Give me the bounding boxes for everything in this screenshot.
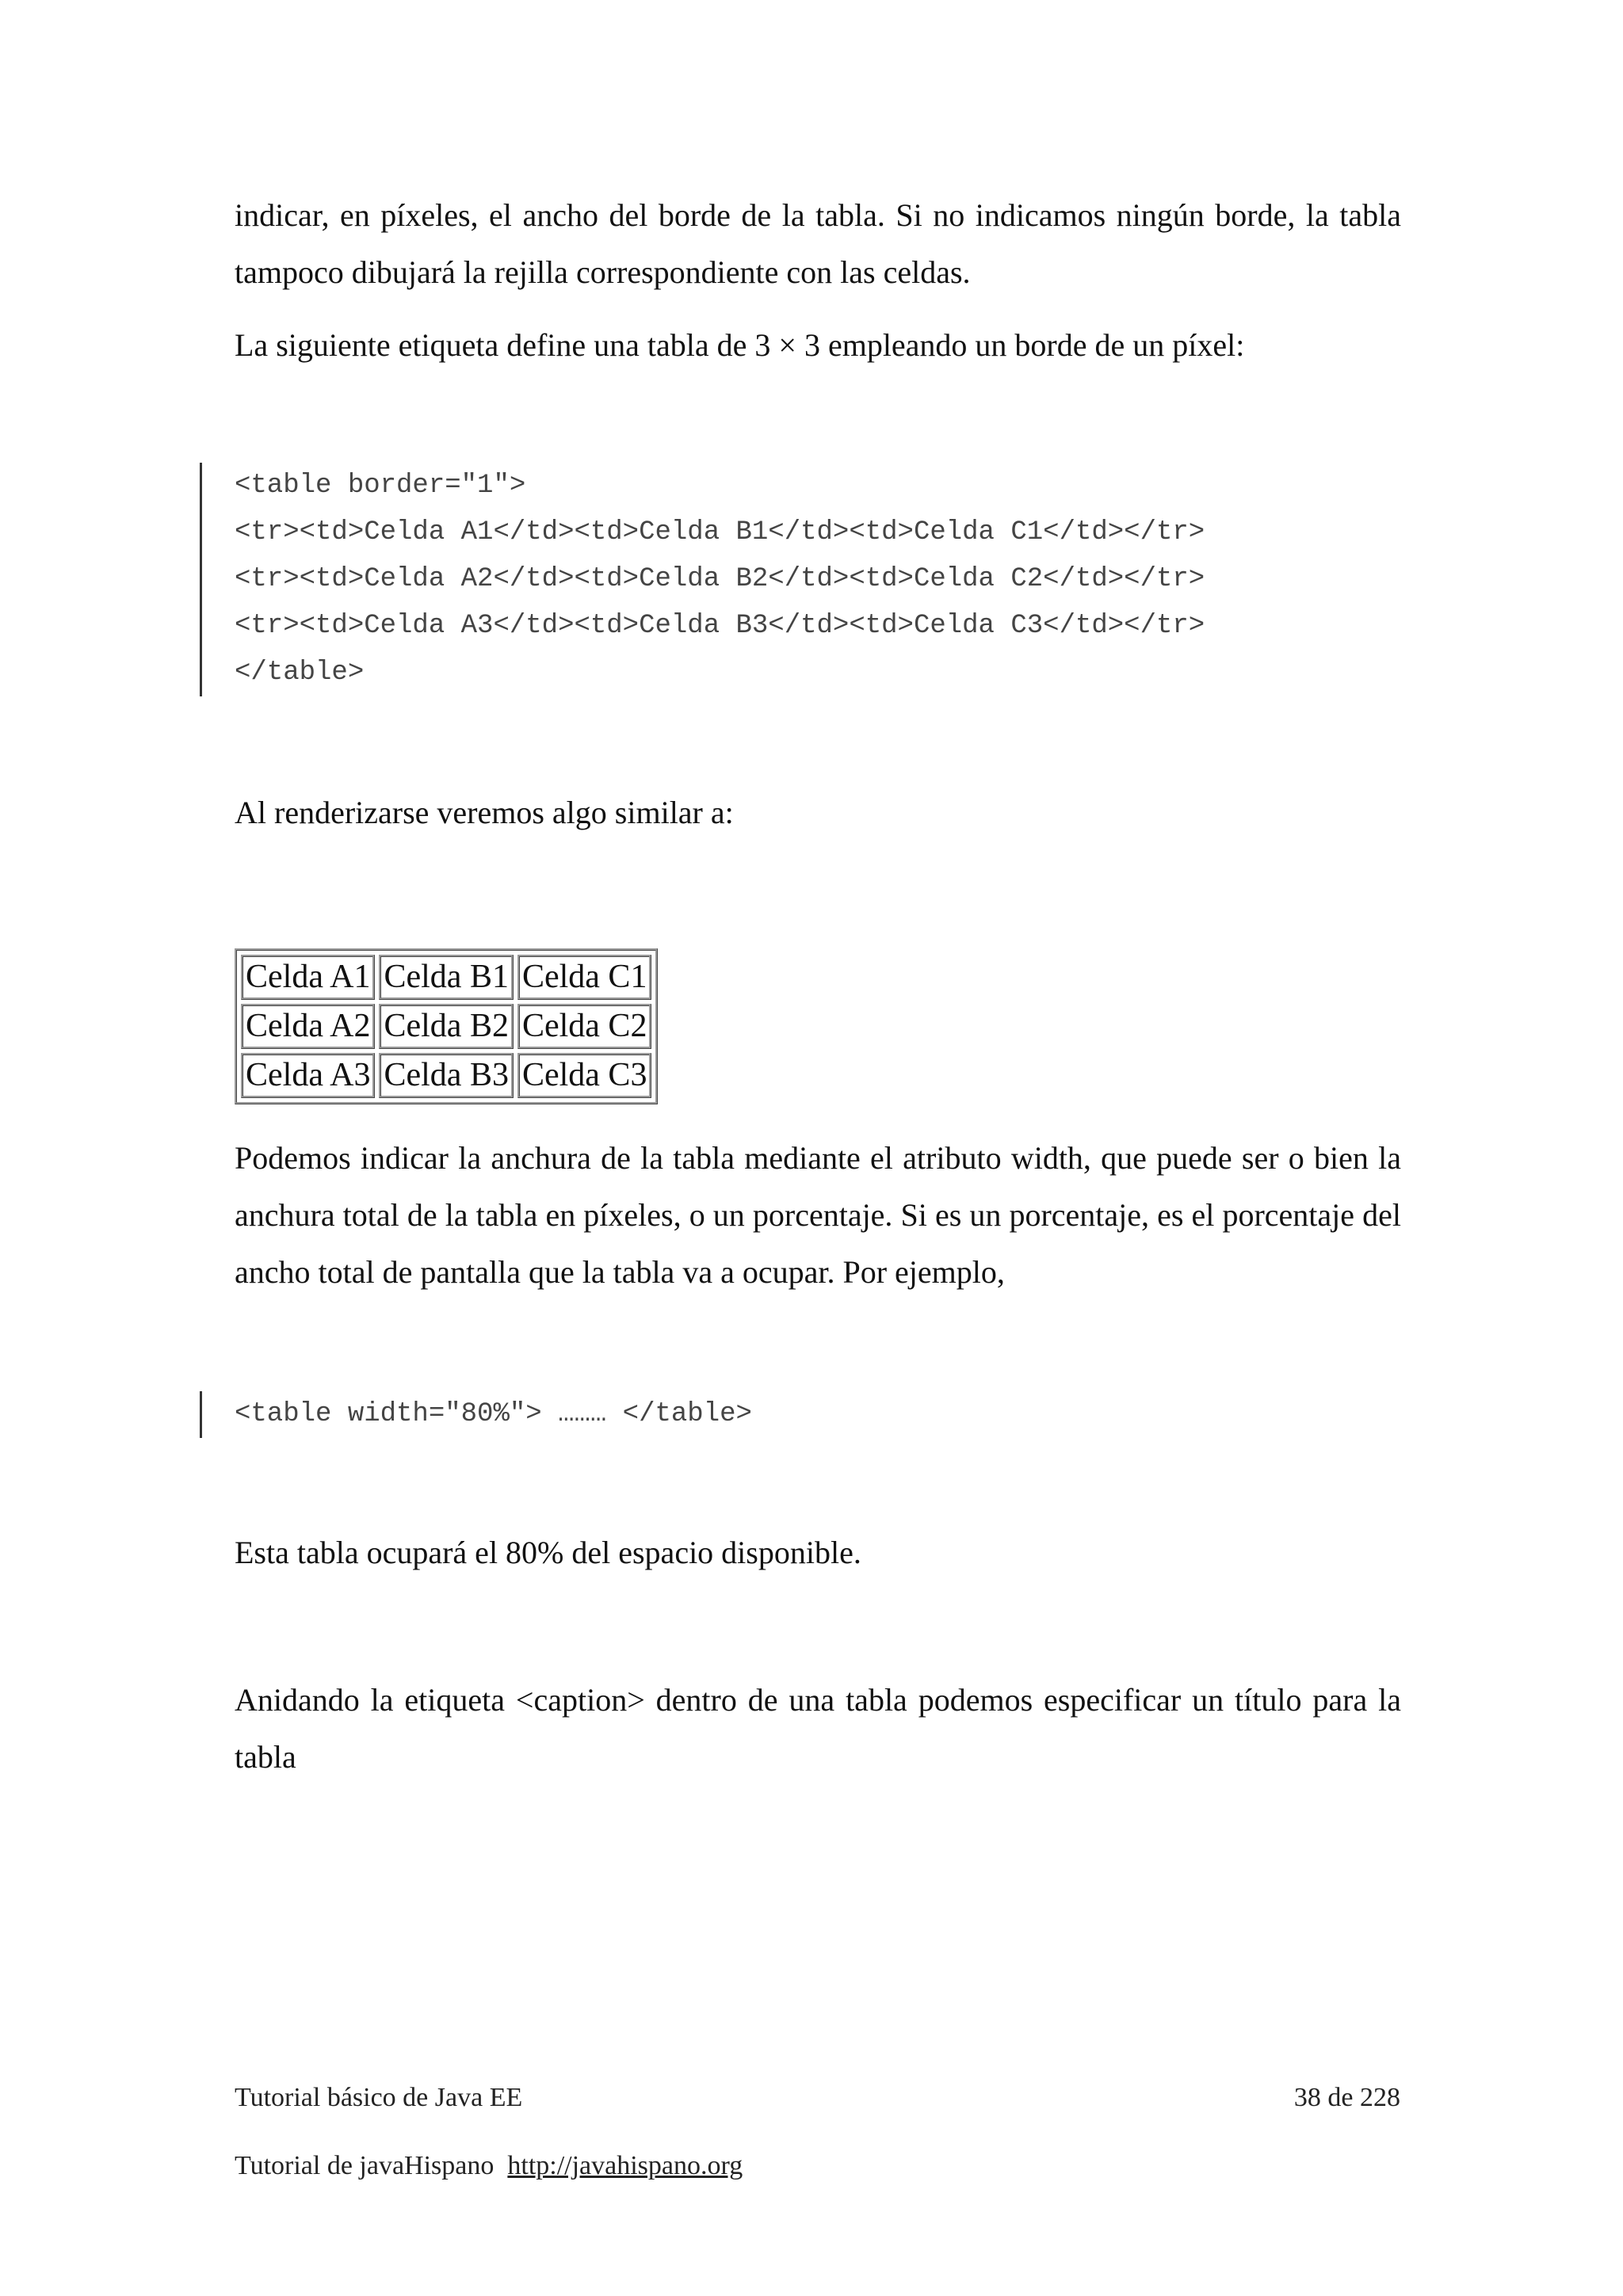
code-block-table-border [200, 463, 1205, 696]
code-line: <tr><td>Celda A3</td><td>Celda B3</td><td>Celda C3</td></tr> [235, 611, 1205, 641]
table-cell: Celda C3 [517, 1053, 651, 1098]
code-line: <tr><td>Celda A2</td><td>Celda B2</td><td>Celda C2</td></tr> [235, 564, 1205, 594]
paragraph-border-description: indicar, en píxeles, el ancho del borde de la tabla. Si no indicamos ningún borde, la tabla tampoco dibujará la rejilla correspondiente con las celdas. [235, 197, 1401, 290]
footer-document-title: Tutorial básico de Java EE [235, 2083, 523, 2112]
code-line: </table> [235, 658, 365, 688]
table-row [241, 955, 651, 1000]
code-line: <table width="80%"> ……… </table> [235, 1399, 752, 1429]
footer-source [235, 2150, 743, 2182]
code-line: <table border="1"> [235, 471, 526, 501]
footer-page-number: 38 de 228 [1293, 2083, 1400, 2112]
table-row [241, 1004, 651, 1049]
paragraph-render-intro: Al renderizarse veremos algo similar a: [235, 795, 734, 830]
table-cell: Celda B1 [379, 955, 513, 1000]
table-row [241, 1053, 651, 1098]
example-rendered-table [235, 948, 658, 1104]
paragraph-caption-tag: Anidando la etiqueta <caption> dentro de una tabla podemos especificar un título para la tabla [235, 1682, 1401, 1775]
table-cell: Celda C1 [517, 955, 651, 1000]
code-line: <tr><td>Celda A1</td><td>Celda B1</td><td>Celda C1</td></tr> [235, 517, 1205, 547]
footer-source-link[interactable]: http://javahispano.org [507, 2151, 743, 2180]
footer-source-label: Tutorial de javaHispano [235, 2151, 495, 2180]
table-cell: Celda A1 [241, 955, 375, 1000]
table-cell: Celda C2 [517, 1004, 651, 1049]
table-cell: Celda A2 [241, 1004, 375, 1049]
paragraph-width-attribute: Podemos indicar la anchura de la tabla mediante el atributo width, que puede ser o bien la anchura total de la tabla en píxeles, o un porcentaje. Si es un porcentaje, es el porcentaje del ancho total de pantalla que la tabla va a ocupar. Por ejemplo, [235, 1140, 1401, 1290]
table-cell: Celda B3 [379, 1053, 513, 1098]
table-cell: Celda A3 [241, 1053, 375, 1098]
code-block-table-width [200, 1391, 752, 1438]
table-cell: Celda B2 [379, 1004, 513, 1049]
paragraph-table-intro: La siguiente etiqueta define una tabla de 3 × 3 empleando un borde de un píxel: [235, 327, 1245, 363]
paragraph-width-result: Esta tabla ocupará el 80% del espacio disponible. [235, 1535, 861, 1570]
